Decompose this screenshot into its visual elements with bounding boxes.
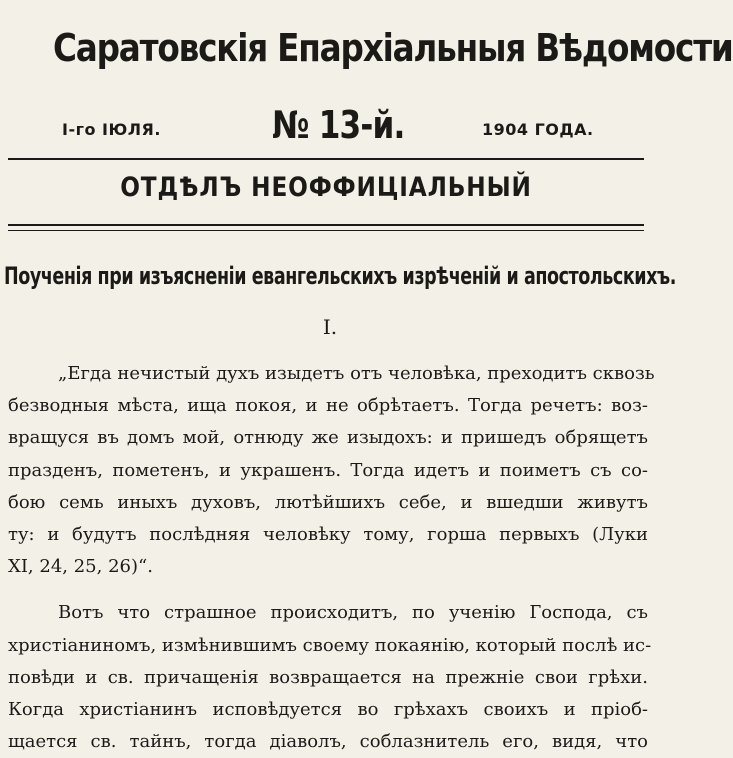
paragraph-gap bbox=[8, 583, 648, 597]
text-line: безводныя мѣста, ища покоя, и не обрѣтаетъ. Тогда речетъ: воз- bbox=[8, 395, 648, 417]
text-line: празденъ, пометенъ, и украшенъ. Тогда идетъ и поиметъ съ со- bbox=[8, 459, 648, 481]
text-line: христіаниномъ, измѣнившимъ своему покаянію, который послѣ ис- bbox=[8, 634, 652, 656]
text-line: щается св. тайнъ, тогда діаволъ, соблазнитель его, видя, что bbox=[8, 731, 648, 753]
issue-date: I-го ІЮЛЯ. bbox=[62, 120, 161, 139]
text-line: XI, 24, 25, 26)“. bbox=[8, 556, 153, 578]
issue-number: № 13-й. bbox=[272, 103, 405, 147]
issue-line bbox=[0, 104, 660, 150]
issue-year: 1904 ГОДА. bbox=[482, 120, 594, 139]
text-line: повѣди и св. причащенія возвращается на прежніе свои грѣхи. bbox=[8, 666, 648, 688]
divider-double-lower bbox=[8, 230, 644, 231]
text-line: вращуся въ домъ мой, отнюду же изыдохъ: и пришедъ обрящетъ bbox=[8, 427, 648, 449]
text-line: „Егда нечистый духъ изыдетъ отъ человѣка, преходитъ сквозь bbox=[58, 363, 655, 384]
text-line: Вотъ что страшное происходитъ, по ученію Господа, съ bbox=[58, 602, 648, 624]
masthead-title: Саратовскія Епархіальныя Вѣдомости bbox=[52, 26, 733, 70]
article-part-number: I. bbox=[322, 315, 338, 339]
text-line: ту: и будутъ послѣдняя человѣку тому, горша первыхъ (Луки bbox=[8, 524, 648, 546]
article-body bbox=[8, 358, 655, 758]
divider-double-upper bbox=[8, 224, 644, 226]
text-line: Когда христіанинъ исповѣдуется во грѣхахъ своихъ и пріоб- bbox=[8, 699, 648, 721]
text-line: бою семь иныхъ духовъ, лютѣйшихъ себе, и вшедши живутъ bbox=[8, 491, 648, 513]
section-title: ОТДѢЛЪ НЕОФФИЦІАЛЬНЫЙ bbox=[120, 172, 532, 203]
article-title: Поученія при изъясненіи евангельскихъ изрѣченій и апостольскихъ. bbox=[4, 262, 676, 290]
divider-top bbox=[8, 158, 644, 160]
